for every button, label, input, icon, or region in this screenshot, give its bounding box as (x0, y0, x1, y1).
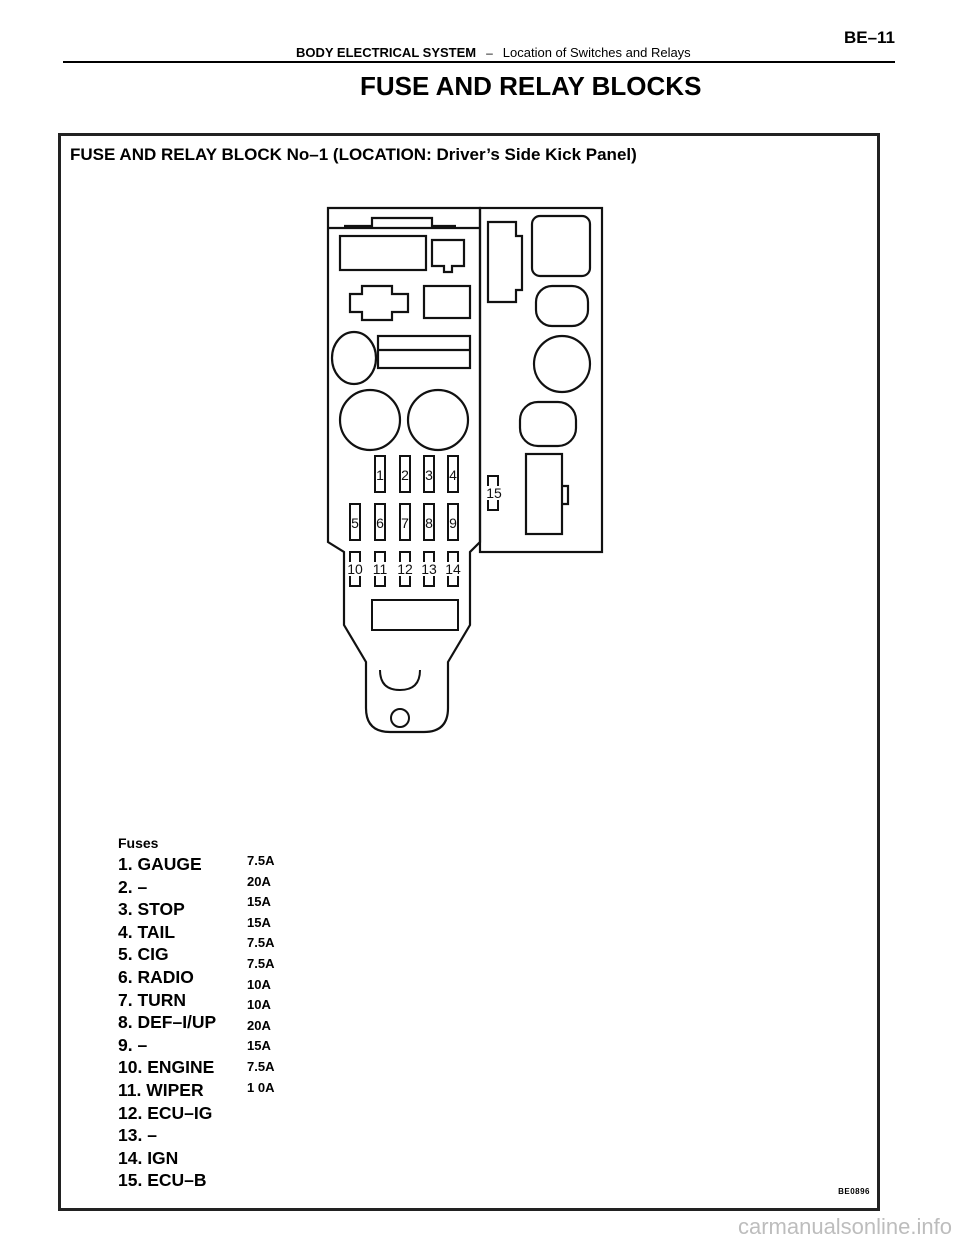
figure-frame-right (877, 133, 880, 1211)
fuse-label-14: 14 (445, 561, 461, 577)
fuse-amperage: 10A (247, 997, 271, 1013)
fuse-name: 9. – (118, 1034, 148, 1055)
fuse-label-11: 11 (372, 561, 388, 577)
connector-long (378, 336, 470, 368)
fuse-amperage: 7.5A (247, 1058, 275, 1074)
fuse-amperage: 7.5A (247, 955, 275, 971)
fuse-name: 11. WIPER (118, 1079, 204, 1100)
fuse-amperage: 15A (247, 914, 271, 930)
fuse-label-1: 1 (376, 467, 384, 483)
fuse-amperage: 7.5A (247, 935, 275, 951)
fuse-label-4: 4 (449, 467, 457, 483)
fuse-label-15: 15 (486, 485, 502, 501)
fuse-block-diagram (320, 200, 610, 740)
fuse-name: 5. CIG (118, 944, 169, 965)
fuse-name: 15. ECU–B (118, 1170, 207, 1191)
fuse-amperage: 15A (247, 1038, 271, 1054)
figure-code: BE0896 (838, 1187, 870, 1196)
fuse-name: 12. ECU–IG (118, 1102, 213, 1123)
relay-large (340, 236, 426, 270)
block-title: FUSE AND RELAY BLOCK No–1 (LOCATION: Driver’s Side Kick Panel) (70, 145, 637, 164)
fuse-label-12: 12 (397, 561, 413, 577)
page-number: BE–11 (843, 28, 895, 47)
fuse-name: 3. STOP (118, 899, 185, 920)
running-header (296, 44, 816, 62)
fuse-name: 4. TAIL (118, 921, 176, 942)
fuse-label-9: 9 (449, 515, 457, 531)
header-section: BODY ELECTRICAL SYSTEM (296, 45, 477, 60)
header-subsection: Location of Switches and Relays (502, 45, 691, 60)
fuse-amperage: 20A (247, 1017, 271, 1033)
fuse-name-list (118, 853, 248, 1192)
fuse-name: 2. – (118, 876, 148, 897)
site-watermark: carmanualsonline.info (737, 1214, 952, 1239)
fuse-label-13: 13 (421, 561, 437, 577)
header-rule (63, 61, 895, 63)
fuse-amperage: 10A (247, 976, 271, 992)
figure-frame-bottom (58, 1208, 880, 1211)
fuse-name: 14. IGN (118, 1147, 179, 1168)
relay-square (532, 216, 590, 276)
fuse-name: 7. TURN (118, 989, 187, 1010)
fuse-label-5: 5 (351, 515, 359, 531)
figure-frame-top (58, 133, 880, 136)
fuse-label-10: 10 (347, 561, 363, 577)
fuse-label-6: 6 (376, 515, 384, 531)
fuse-name: 6. RADIO (118, 966, 194, 987)
fuse-name: 8. DEF–I/UP (118, 1012, 217, 1033)
fuse-name: 1. GAUGE (118, 854, 202, 874)
fuse-amperage: 1 0A (247, 1079, 275, 1095)
fuse-name: 10. ENGINE (118, 1057, 215, 1078)
fuse-label-7: 7 (401, 515, 409, 531)
header-separator: – (486, 46, 493, 60)
page-title: FUSE AND RELAY BLOCKS (360, 71, 702, 101)
fuse-label-3: 3 (425, 467, 433, 483)
fuse-label-2: 2 (401, 467, 409, 483)
figure-frame-left (58, 133, 61, 1211)
fuse-amperage-list (247, 851, 307, 1098)
fuse-amperage: 7.5A (247, 853, 275, 868)
fuses-heading: Fuses (118, 835, 159, 851)
fuse-name: 13. – (118, 1125, 157, 1146)
fuse-amperage: 20A (247, 873, 271, 889)
fuse-label-8: 8 (425, 515, 433, 531)
fuse-amperage: 15A (247, 894, 271, 910)
